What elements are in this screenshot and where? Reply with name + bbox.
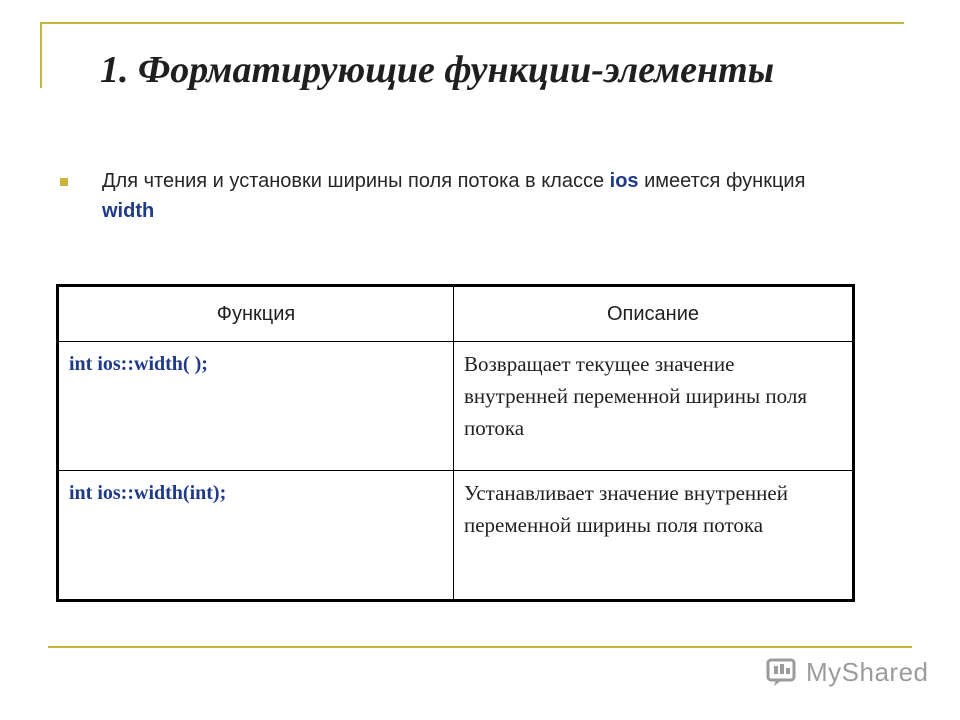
cell-function-getter: int ios::width( ); <box>58 342 454 471</box>
table-header-row <box>58 286 854 342</box>
frame-top-line <box>40 22 904 24</box>
slide-title: 1. Форматирующие функции-элементы <box>100 49 775 91</box>
bullet-text-part-1: Для чтения и установки ширины поля потока в классе <box>102 170 610 192</box>
bullet-square-icon <box>60 178 68 186</box>
bullet-item <box>60 166 860 226</box>
bullet-text-part-2: имеется функция <box>638 170 806 192</box>
table-row <box>58 471 854 601</box>
watermark-brand-text: MyShared <box>806 656 929 687</box>
keyword-ios: ios <box>609 170 639 192</box>
header-description: Описание <box>454 286 854 342</box>
cell-function-setter: int ios::width(int); <box>58 471 454 601</box>
keyword-width: width <box>102 200 155 222</box>
function-table <box>56 284 855 602</box>
myshared-logo-icon <box>766 656 802 688</box>
frame-left-line <box>40 22 42 88</box>
frame-bottom-line <box>48 646 912 648</box>
bullet-text <box>102 166 860 226</box>
header-function: Функция <box>58 286 454 342</box>
myshared-watermark <box>766 656 929 688</box>
cell-description-getter: Возвращает текущее значение внутренней переменной ширины поля потока <box>454 342 854 471</box>
cell-description-setter: Устанавливает значение внутренней переменной ширины поля потока <box>454 471 854 601</box>
table-row <box>58 342 854 471</box>
